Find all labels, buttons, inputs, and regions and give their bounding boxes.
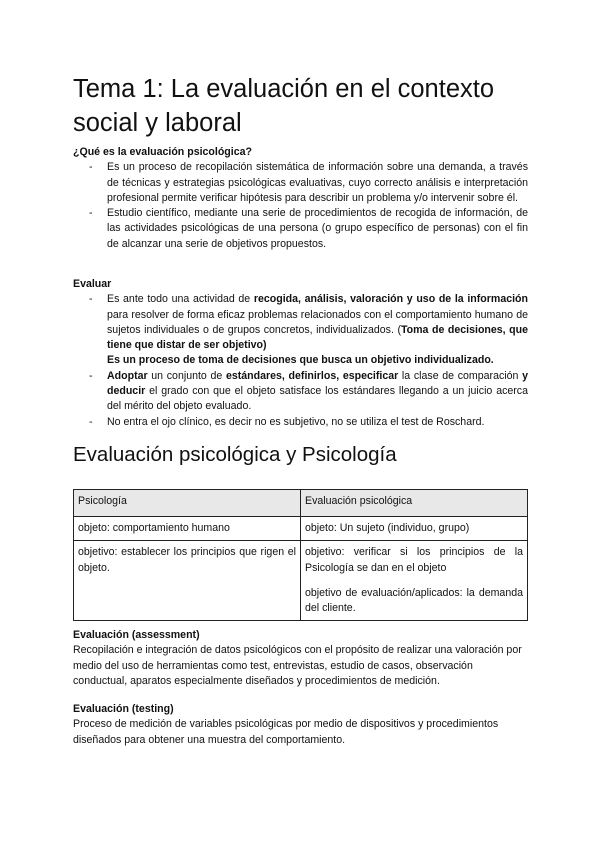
cell-text: objetivo: establecer los principios que rigen el objeto.: [78, 546, 296, 574]
section-heading: ¿Qué es la evaluación psicológica?: [73, 146, 252, 158]
text-run: para resolver de forma eficaz problemas relacionados con el comportamiento humano de sujetos individuales o de grupos concretos, individualizados. (: [107, 308, 528, 336]
text-run: la clase de comparación: [398, 369, 523, 382]
table-cell: [301, 541, 528, 621]
bullet-list: [73, 160, 528, 252]
section-heading: Evaluar: [73, 278, 112, 290]
list-item: [73, 369, 528, 415]
table-cell: objeto: comportamiento humano: [74, 517, 301, 541]
section-title: Evaluación psicológica y Psicología: [73, 443, 397, 466]
table-header-row: [74, 490, 528, 517]
cell-text: objetivo: verificar si los principios de la Psicología se dan en el objeto: [305, 546, 523, 574]
text-run: el grado con que el objeto satisface los estándares llegando a un juicio acerca del mérito del objeto evaluado.: [107, 385, 528, 413]
comparison-table: [73, 489, 528, 621]
text-run: Es ante todo una actividad de: [107, 293, 254, 306]
definition-assessment: [73, 628, 528, 689]
table-row: [74, 541, 528, 621]
definition-testing: [73, 702, 528, 748]
table-cell: [74, 541, 301, 621]
bold-run: recogida, análisis, valoración y uso de la información: [253, 293, 528, 306]
definition-term: Evaluación (testing): [73, 703, 174, 715]
table-row: [74, 517, 528, 541]
definition-text: Proceso de medición de variables psicológicas por medio de dispositivos y procedimientos diseñados para obtener una muestra del comportamiento.: [73, 718, 499, 746]
list-item: - Es un proceso de recopilación sistemática de información sobre una demanda, a través de técnicas y estrategias psicológicas evaluativas, cuyo correcto análisis e interpretación profesional permite verificar hipótesis para describir un problema y/o intervenir sobre él.: [73, 160, 528, 206]
list-item: - No entra el ojo clínico, es decir no es subjetivo, no se utiliza el test de Roschard.: [73, 415, 528, 430]
definition-text: Recopilación e integración de datos psicológicos con el propósito de realizar una valoración por medio del uso de herramientas como test, entrevistas, estudio de casos, observación conductual, aparatos especialmente diseñados y procedimientos de medición.: [73, 644, 522, 687]
table-header-cell: Psicología: [74, 490, 301, 517]
cell-text: objetivo de evaluación/aplicados: la demanda del cliente.: [305, 586, 523, 615]
table-header-cell: Evaluación psicológica: [301, 490, 528, 517]
bullet-list: [73, 292, 528, 430]
bold-run: Es un proceso de toma de decisiones que busca un objetivo individualizado.: [107, 354, 494, 367]
list-item: - Estudio científico, mediante una serie de procedimientos de recogida de información, de las actividades psicológicas de una persona (o grupo específico de personas) con el fin de alcanzar una serie de objetivos propuestos.: [73, 206, 528, 252]
section-evaluar: [73, 277, 528, 430]
table-cell: objeto: Un sujeto (individuo, grupo): [301, 517, 528, 541]
bold-run: y deducir: [107, 369, 528, 398]
bold-run: Toma de decisiones, que tiene que distar de ser objetivo): [107, 323, 528, 352]
text-run: un conjunto de: [147, 369, 226, 382]
bold-run: estándares, definirlos, especificar: [225, 369, 399, 382]
definition-term: Evaluación (assessment): [73, 629, 200, 641]
list-item: [73, 292, 528, 368]
section-que-es: [73, 145, 528, 252]
page-title: Tema 1: La evaluación en el contexto social y laboral: [73, 75, 495, 137]
bold-run: Adoptar: [107, 369, 148, 382]
